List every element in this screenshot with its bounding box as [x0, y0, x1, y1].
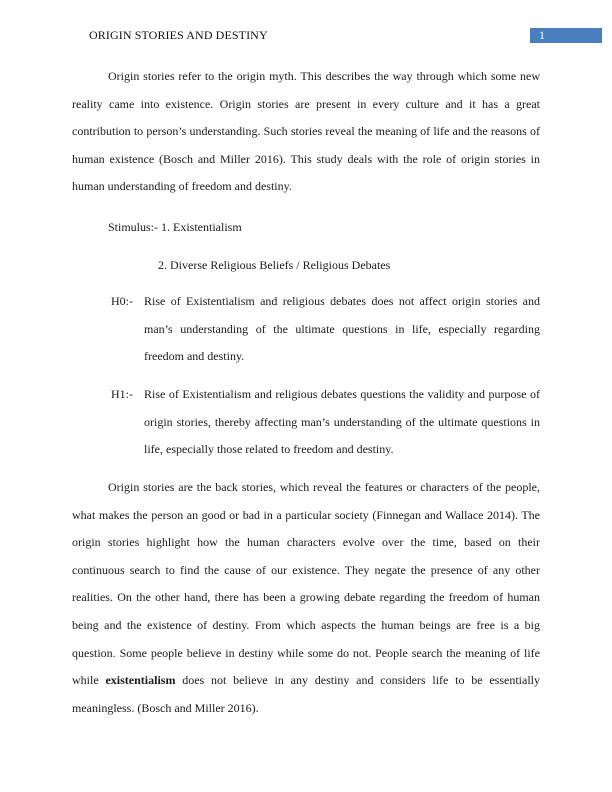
page-header	[0, 0, 612, 50]
paragraph-2-part-2: does not believe in any destiny and considers life to be essentially meaningless. (Bosch and Miller 2016).	[72, 673, 541, 715]
h0-label: H0:-	[111, 294, 133, 308]
stimulus-line-2: 2. Diverse Religious Beliefs / Religious Debates	[158, 258, 391, 272]
h1-label: H1:-	[111, 387, 133, 401]
hypothesis-h0	[111, 288, 540, 371]
page-number: 1	[530, 28, 602, 43]
h1-text: Rise of Existentialism and religious debates questions the validity and purpose of origin stories, thereby affecting man’s understanding of the ultimate questions in life, especially those related to freedom and destiny.	[144, 387, 540, 457]
paragraph-2	[72, 474, 540, 722]
intro-section	[72, 63, 540, 201]
body-paragraph-2	[72, 474, 540, 722]
paragraph-2-part-1: Origin stories are the back stories, which reveal the features or characters of the people, what makes the person an good or bad in a particular society (Finnegan and Wallace 2014). The origin stories highlight how the human characters evolve over the time, based on their continuous search to find the cause of our existence. They negate the presence of any other realities. On the other hand, there has been a growing debate regarding the freedom of human being and the existence of destiny. From which aspects the human beings are free is a big question. Some people believe in destiny while some do not. People search the meaning of life while	[72, 480, 540, 688]
stimulus-line-1: Stimulus:- 1. Existentialism	[108, 220, 242, 234]
running-head: ORIGIN STORIES AND DESTINY	[89, 28, 268, 42]
intro-paragraph: Origin stories refer to the origin myth. This describes the way through which some new reality came into existence. Origin stories are present in every culture and it has a great contribution to person’s understanding. Such stories reveal the meaning of life and the reasons of human existence (Bosch and Miller 2016). This study deals with the role of origin stories in human understanding of freedom and destiny.	[72, 69, 540, 194]
h0-text: Rise of Existentialism and religious debates does not affect origin stories and man’s understanding of the ultimate questions in life, especially regarding freedom and destiny.	[144, 294, 540, 364]
paragraph-2-bold-term: existentialism	[105, 673, 176, 688]
hypothesis-h1	[111, 381, 540, 464]
